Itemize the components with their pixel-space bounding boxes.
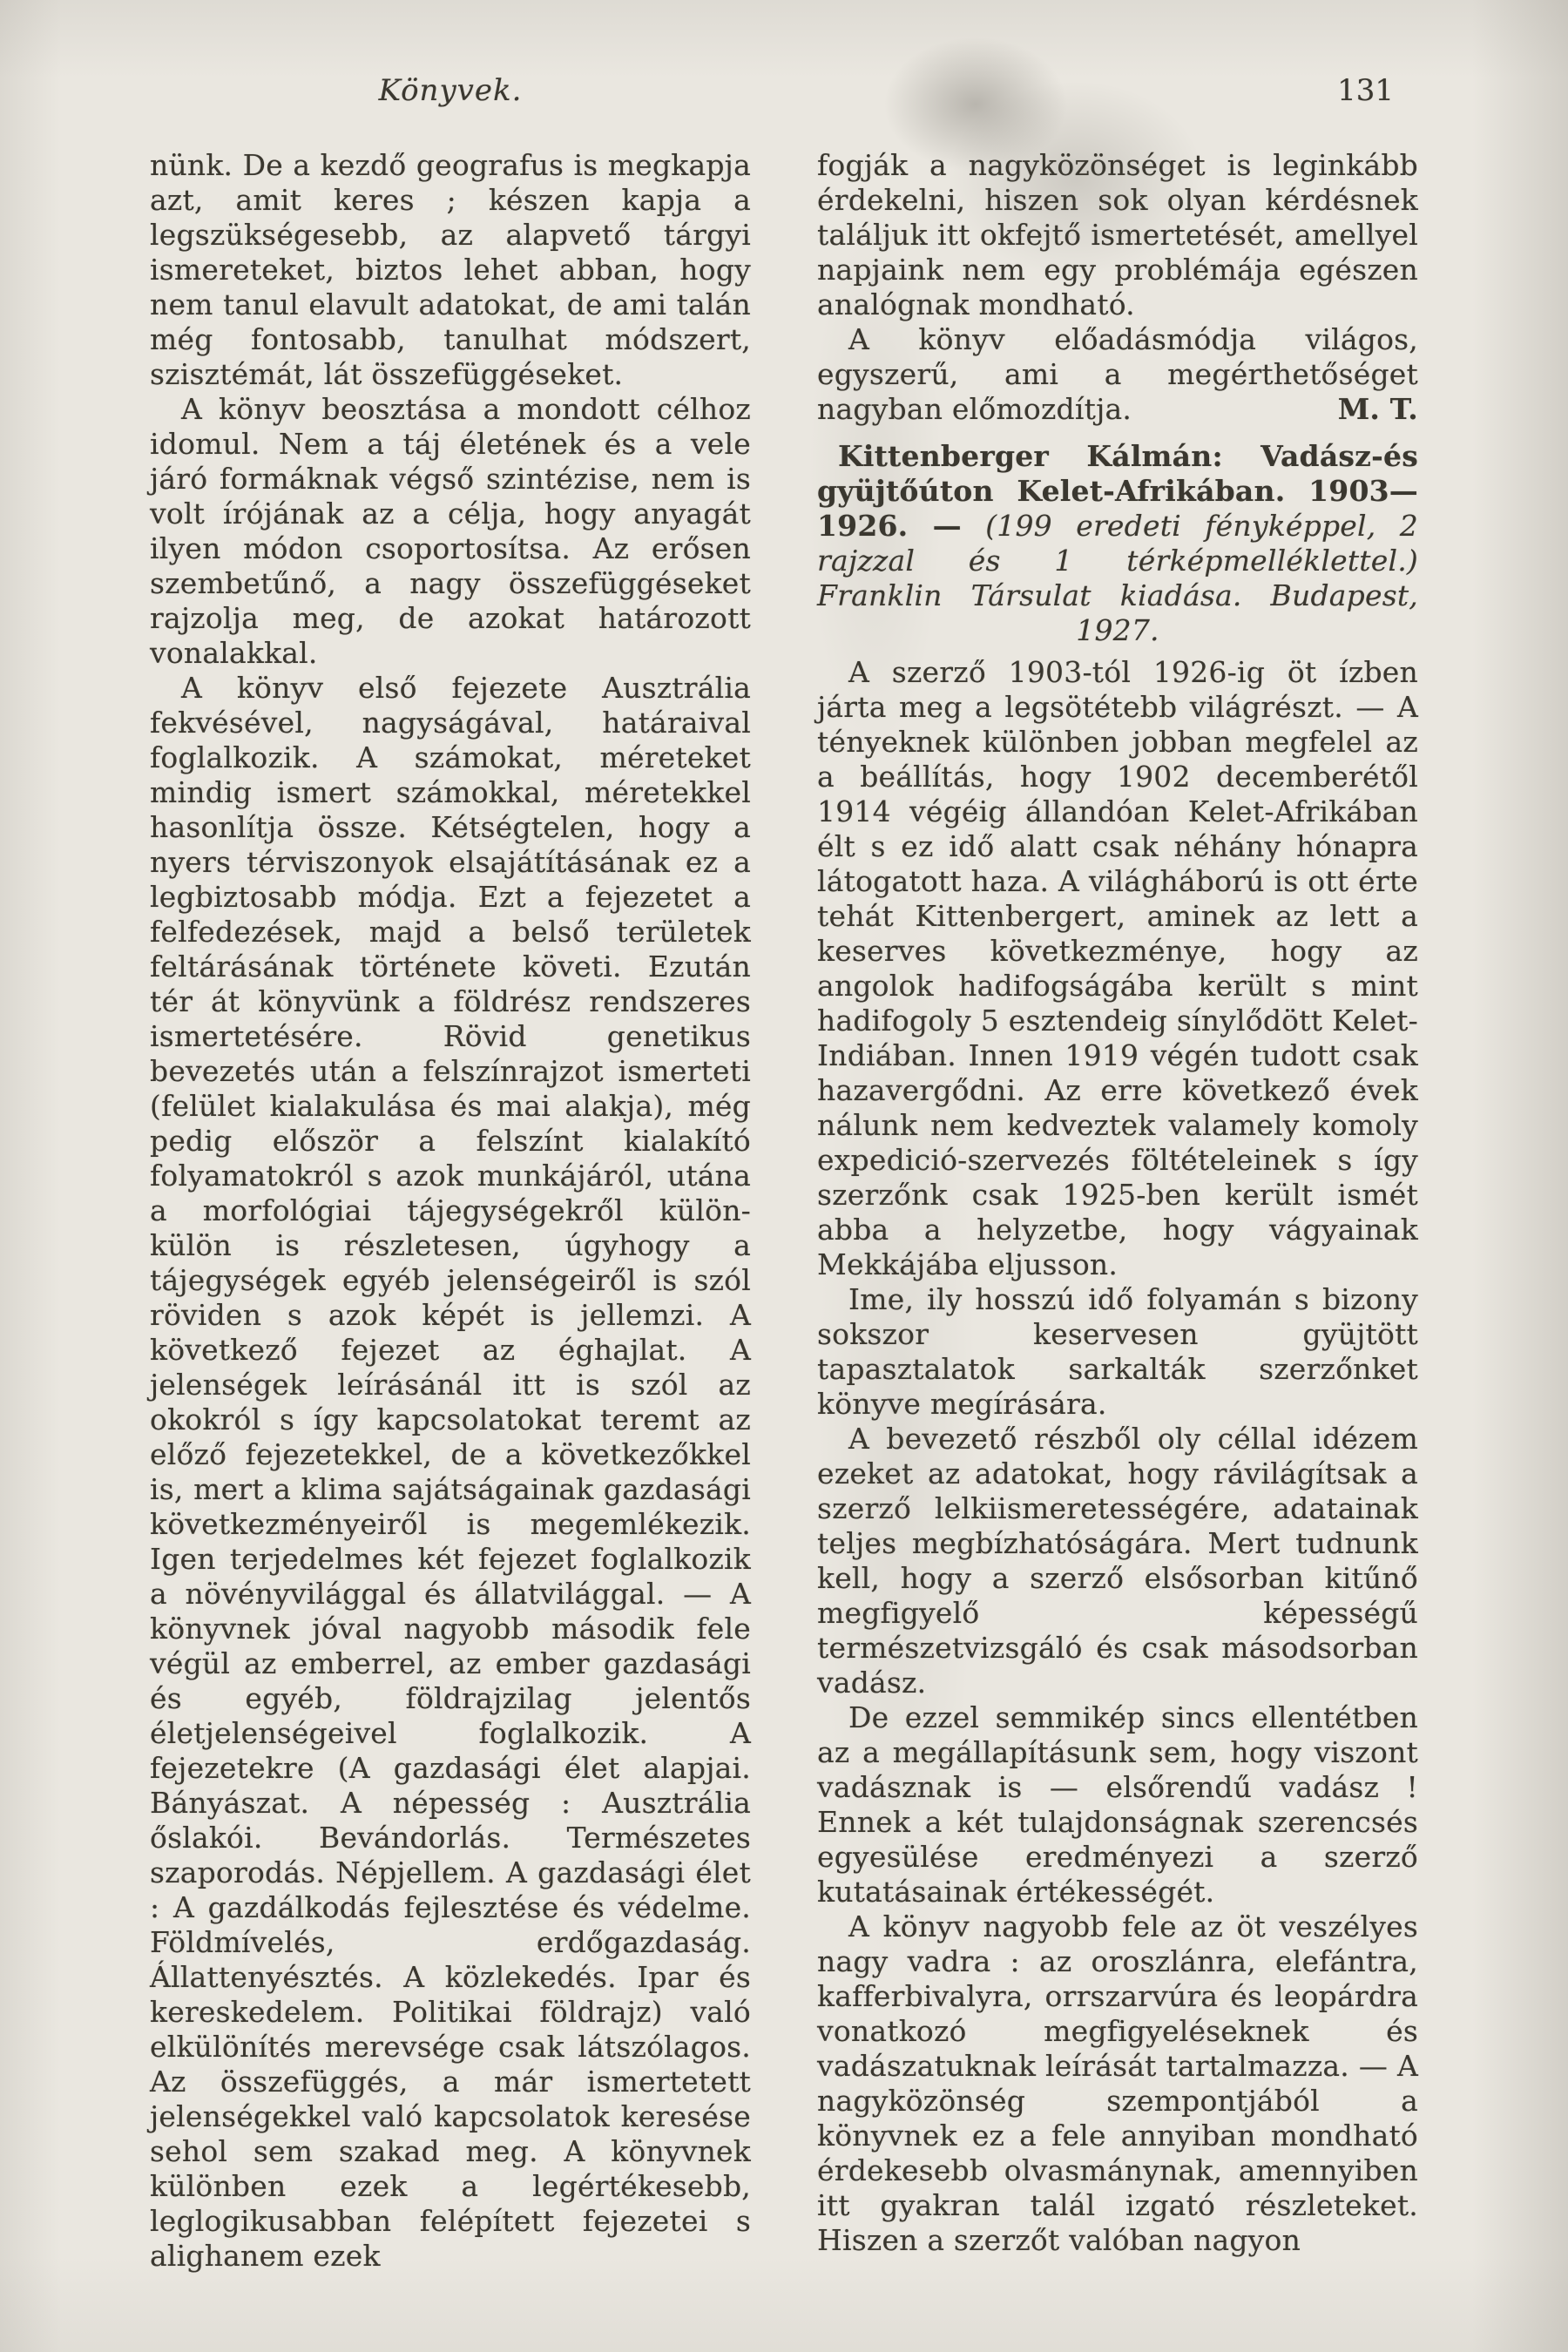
right-column [817, 148, 1418, 2274]
left-column [150, 148, 751, 2274]
paragraph: A szerző 1903-tól 1926-ig öt ízben járta meg a legsötétebb világrészt. — A tényeknek különben jobban megfelel az a beállítás, hogy 1902 decemberétől 1914 végéig állandóan Kelet-Afrikában élt s ez idő alatt csak néhány hónapra látogatott haza. A világháború is ott érte tehát Kittenbergert, aminek az lett a keserves következménye, hogy az angolok hadifogságába került s mint hadifogoly 5 esztendeig sínylődött Kelet-Indiában. Innen 1919 végén tudott csak hazavergődni. Az erre következő évek nálunk nem kedveztek valamely komoly expedició-szervezés föltételeinek s így szerzőnk csak 1925-ben került ismét abba a helyzetbe, hogy vágyainak Mekkájába eljusson. [817, 655, 1418, 1281]
page-body [150, 148, 1418, 2274]
book-citation [817, 439, 1418, 648]
running-header [150, 73, 1418, 115]
page-number: 131 [1337, 73, 1394, 108]
paragraph: De ezzel semmikép sincs ellentétben az a megállapításunk sem, hogy viszont vadásznak is — elsőrendű vadász ! Ennek a két tulajdonságnak szerencsés egyesülése eredményezi a szerző kutatásainak értékességét. [817, 1700, 1418, 1909]
paragraph: Ime, ily hosszú idő folyamán s bizony sokszor keservesen gyüjtött tapasztalatok sarkalták szerzőnket könyve megírására. [817, 1282, 1418, 1421]
paragraph: A könyv nagyobb fele az öt veszélyes nagy vadra : az oroszlánra, elefántra, kafferbivalyra, orrszarvúra és leopárdra vonatkozó megfigyeléseknek és vadászatuknak leírását tartalmazza. — A nagyközönség szempontjából a könyvnek ez a fele annyiban mondható érdekesebb olvasmánynak, amennyiben itt gyakran talál izgató részleteket. Hiszen a szerzőt valóban nagyon [817, 1909, 1418, 2257]
paragraph-continuation: nünk. De a kezdő geografus is megkapja azt, amit keres ; készen kapja a legszükségesebb, az alapvető tárgyi ismereteket, biztos lehet abban, hogy nem tanul elavult adatokat, de ami talán még fontosabb, tanulhat módszert, szisztémát, lát összefüggéseket. [150, 148, 751, 391]
paragraph: A bevezető részből oly céllal idézem ezeket az adatokat, hogy rávilágítsak a szerző lelkiismeretességére, adatainak teljes megbízhatóságára. Mert tudnunk kell, hogy a szerző elsősorban kitűnő megfigyelő képességű természetvizsgáló és csak másodsorban vadász. [817, 1422, 1418, 1700]
paragraph: A könyv első fejezete Ausztrália fekvésével, nagyságával, határaival foglalkozik. A számokat, méreteket mindig ismert számokkal, méretekkel hasonlítja össze. Kétségtelen, hogy a nyers térviszonyok elsajátításának ez a legbiztosabb módja. Ezt a fejezetet a felfedezések, majd a belső területek feltárásának története követi. Ezután tér át könyvünk a földrész rendszeres ismertetésére. Rövid genetikus bevezetés után a felszínrajzot ismerteti (felület kialakulása és mai alakja), még pedig először a felszínt kialakító folyamatokról s azok munkájáról, utána a morfológiai tájegységekről külön-külön is részletesen, úgyhogy a tájegységek egyéb jelenségeiről is szól röviden s azok képét is jellemzi. A következő fejezet az éghajlat. A jelenségek leírásánál itt is szól az okokról s így kapcsolatokat teremt az előző fejezetekkel, de a következőkkel is, mert a klima sajátságainak gazdasági következményeiről is megemlékezik. Igen terjedelmes két fejezet foglalkozik a növényvilággal és állatvilággal. — A könyvnek jóval nagyobb második fele végül az emberrel, az ember gazdasági és egyéb, földrajzilag jelentős életjelenségeivel foglalkozik. A fejezetekre (A gazdasági élet alapjai. Bányászat. A népesség : Ausztrália őslakói. Bevándorlás. Természetes szaporodás. Népjellem. A gazdasági élet : A gazdálkodás fejlesztése és védelme. Földmívelés, erdőgazdaság. Állattenyésztés. A közlekedés. Ipar és kereskedelem. Politikai földrajz) való elkülönítés merevsége csak látszólagos. Az összefüggés, a már ismertetett jelenségekkel való kapcsolatok keresése sehol sem szakad meg. A könyvnek különben ezek a legértékesebb, leglogikusabban felépített fejezetei s alighanem ezek [150, 671, 751, 2273]
reviewer-initials: M. T. [1337, 392, 1418, 426]
section-title: Könyvek. [378, 73, 523, 108]
paragraph-text: A könyv előadásmódja világos, egyszerű, ami a megérthetőséget nagyban előmozdítja. [817, 322, 1418, 426]
citation-author-title: Kittenberger Kálmán: Vadász-és gyüjtőúton Kelet-Afrikában. 1903—1926. — [817, 439, 1418, 543]
paragraph-continuation: fogják a nagyközönséget is leginkább érdekelni, hiszen sok olyan kérdésnek találjuk itt okfejtő ismertetését, amellyel napjaink nem egy problémája egészen analógnak mondható. [817, 148, 1418, 321]
paragraph-with-signature [817, 322, 1418, 427]
citation-imprint: (199 eredeti fényképpel, 2 rajzzal és 1 térképmelléklettel.) Franklin Társulat kiadása. Budapest, 1927. [817, 509, 1418, 647]
paragraph: A könyv beosztása a mondott célhoz idomul. Nem a táj életének és a vele járó formáknak végső szintézise, nem is volt írójának az a célja, hogy anyagát ilyen módon csoportosítsa. Az erősen szembetűnő, a nagy összefüggéseket rajzolja meg, de azokat határozott vonalakkal. [150, 392, 751, 670]
